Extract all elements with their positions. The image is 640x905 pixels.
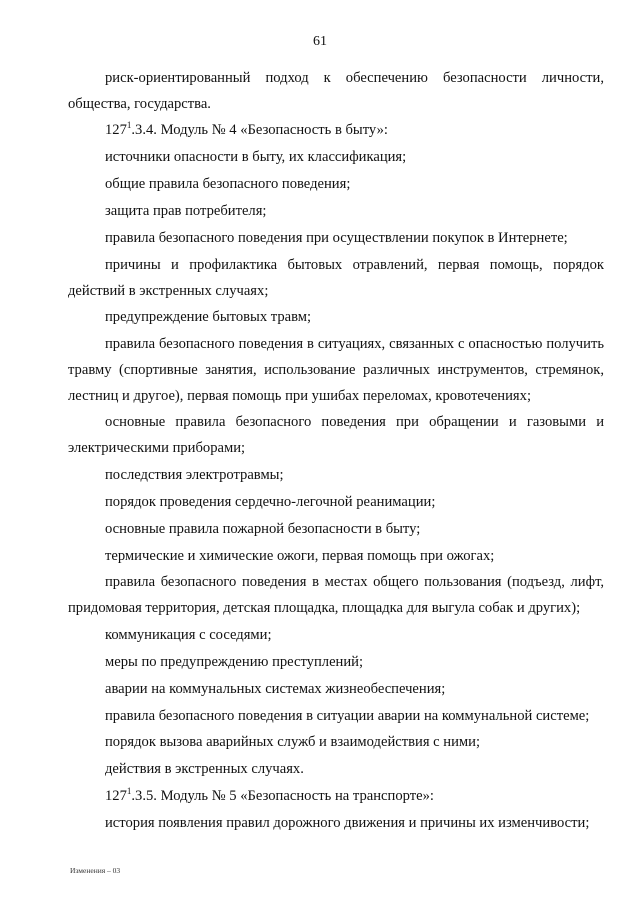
section-heading: [68, 784, 604, 810]
paragraph: основные правила безопасного поведения при обращении и газовыми и электрическими приборами;: [68, 414, 604, 456]
paragraph: порядок вызова аварийных служб и взаимодействия с ними;: [105, 734, 481, 751]
paragraph: действия в экстренных случаях.: [105, 761, 304, 778]
heading-number: 127: [105, 122, 127, 139]
paragraph: аварии на коммунальных системах жизнеобеспечения;: [105, 680, 446, 697]
paragraph: порядок проведения сердечно-легочной реанимации;: [105, 493, 436, 510]
paragraph: защита прав потребителя;: [105, 203, 267, 220]
heading-number: 127: [105, 788, 127, 805]
document-body: [68, 66, 604, 838]
paragraph: правила безопасного поведения в ситуации аварии на коммунальной системе;: [105, 707, 590, 724]
footer-note: Изменения – 03: [70, 866, 121, 875]
page-number: 61: [313, 34, 327, 49]
paragraph: термические и химические ожоги, первая помощь при ожогах;: [105, 547, 495, 564]
paragraph: источники опасности в быту, их классификация;: [105, 149, 407, 166]
paragraph: причины и профилактика бытовых отравлений, первая помощь, порядок действий в экстренных случаях;: [68, 256, 604, 299]
paragraph: основные правила пожарной безопасности в быту;: [105, 520, 421, 537]
heading-text: .3.4. Модуль № 4 «Безопасность в быту»:: [131, 122, 388, 139]
section-heading: [68, 118, 604, 144]
heading-superscript: 1: [126, 120, 132, 131]
paragraph: риск-ориентированный подход к обеспечению безопасности личности, общества, государства.: [68, 70, 604, 112]
paragraph: меры по предупреждению преступлений;: [105, 653, 364, 670]
paragraph: правила безопасного поведения в местах общего пользования (подъезд, лифт, придомовая территория, детская площадка, площадка для выгула собак и других);: [68, 574, 604, 617]
heading-superscript: 1: [126, 786, 132, 797]
paragraph: общие правила безопасного поведения;: [105, 176, 351, 193]
paragraph: последствия электротравмы;: [105, 466, 284, 483]
paragraph: правила безопасного поведения при осуществлении покупок в Интернете;: [105, 230, 568, 247]
paragraph: история появления правил дорожного движения и причины их изменчивости;: [105, 815, 590, 832]
paragraph: коммуникация с соседями;: [105, 626, 272, 643]
paragraph: предупреждение бытовых травм;: [105, 309, 312, 326]
heading-text: .3.5. Модуль № 5 «Безопасность на транспорте»:: [131, 788, 434, 805]
paragraph: правила безопасного поведения в ситуациях, связанных с опасностью получить травму (спортивные занятия, использование различных инструментов, стремянок, лестниц и другое), первая помощь при ушибах переломах, кровотечениях;: [68, 336, 604, 404]
